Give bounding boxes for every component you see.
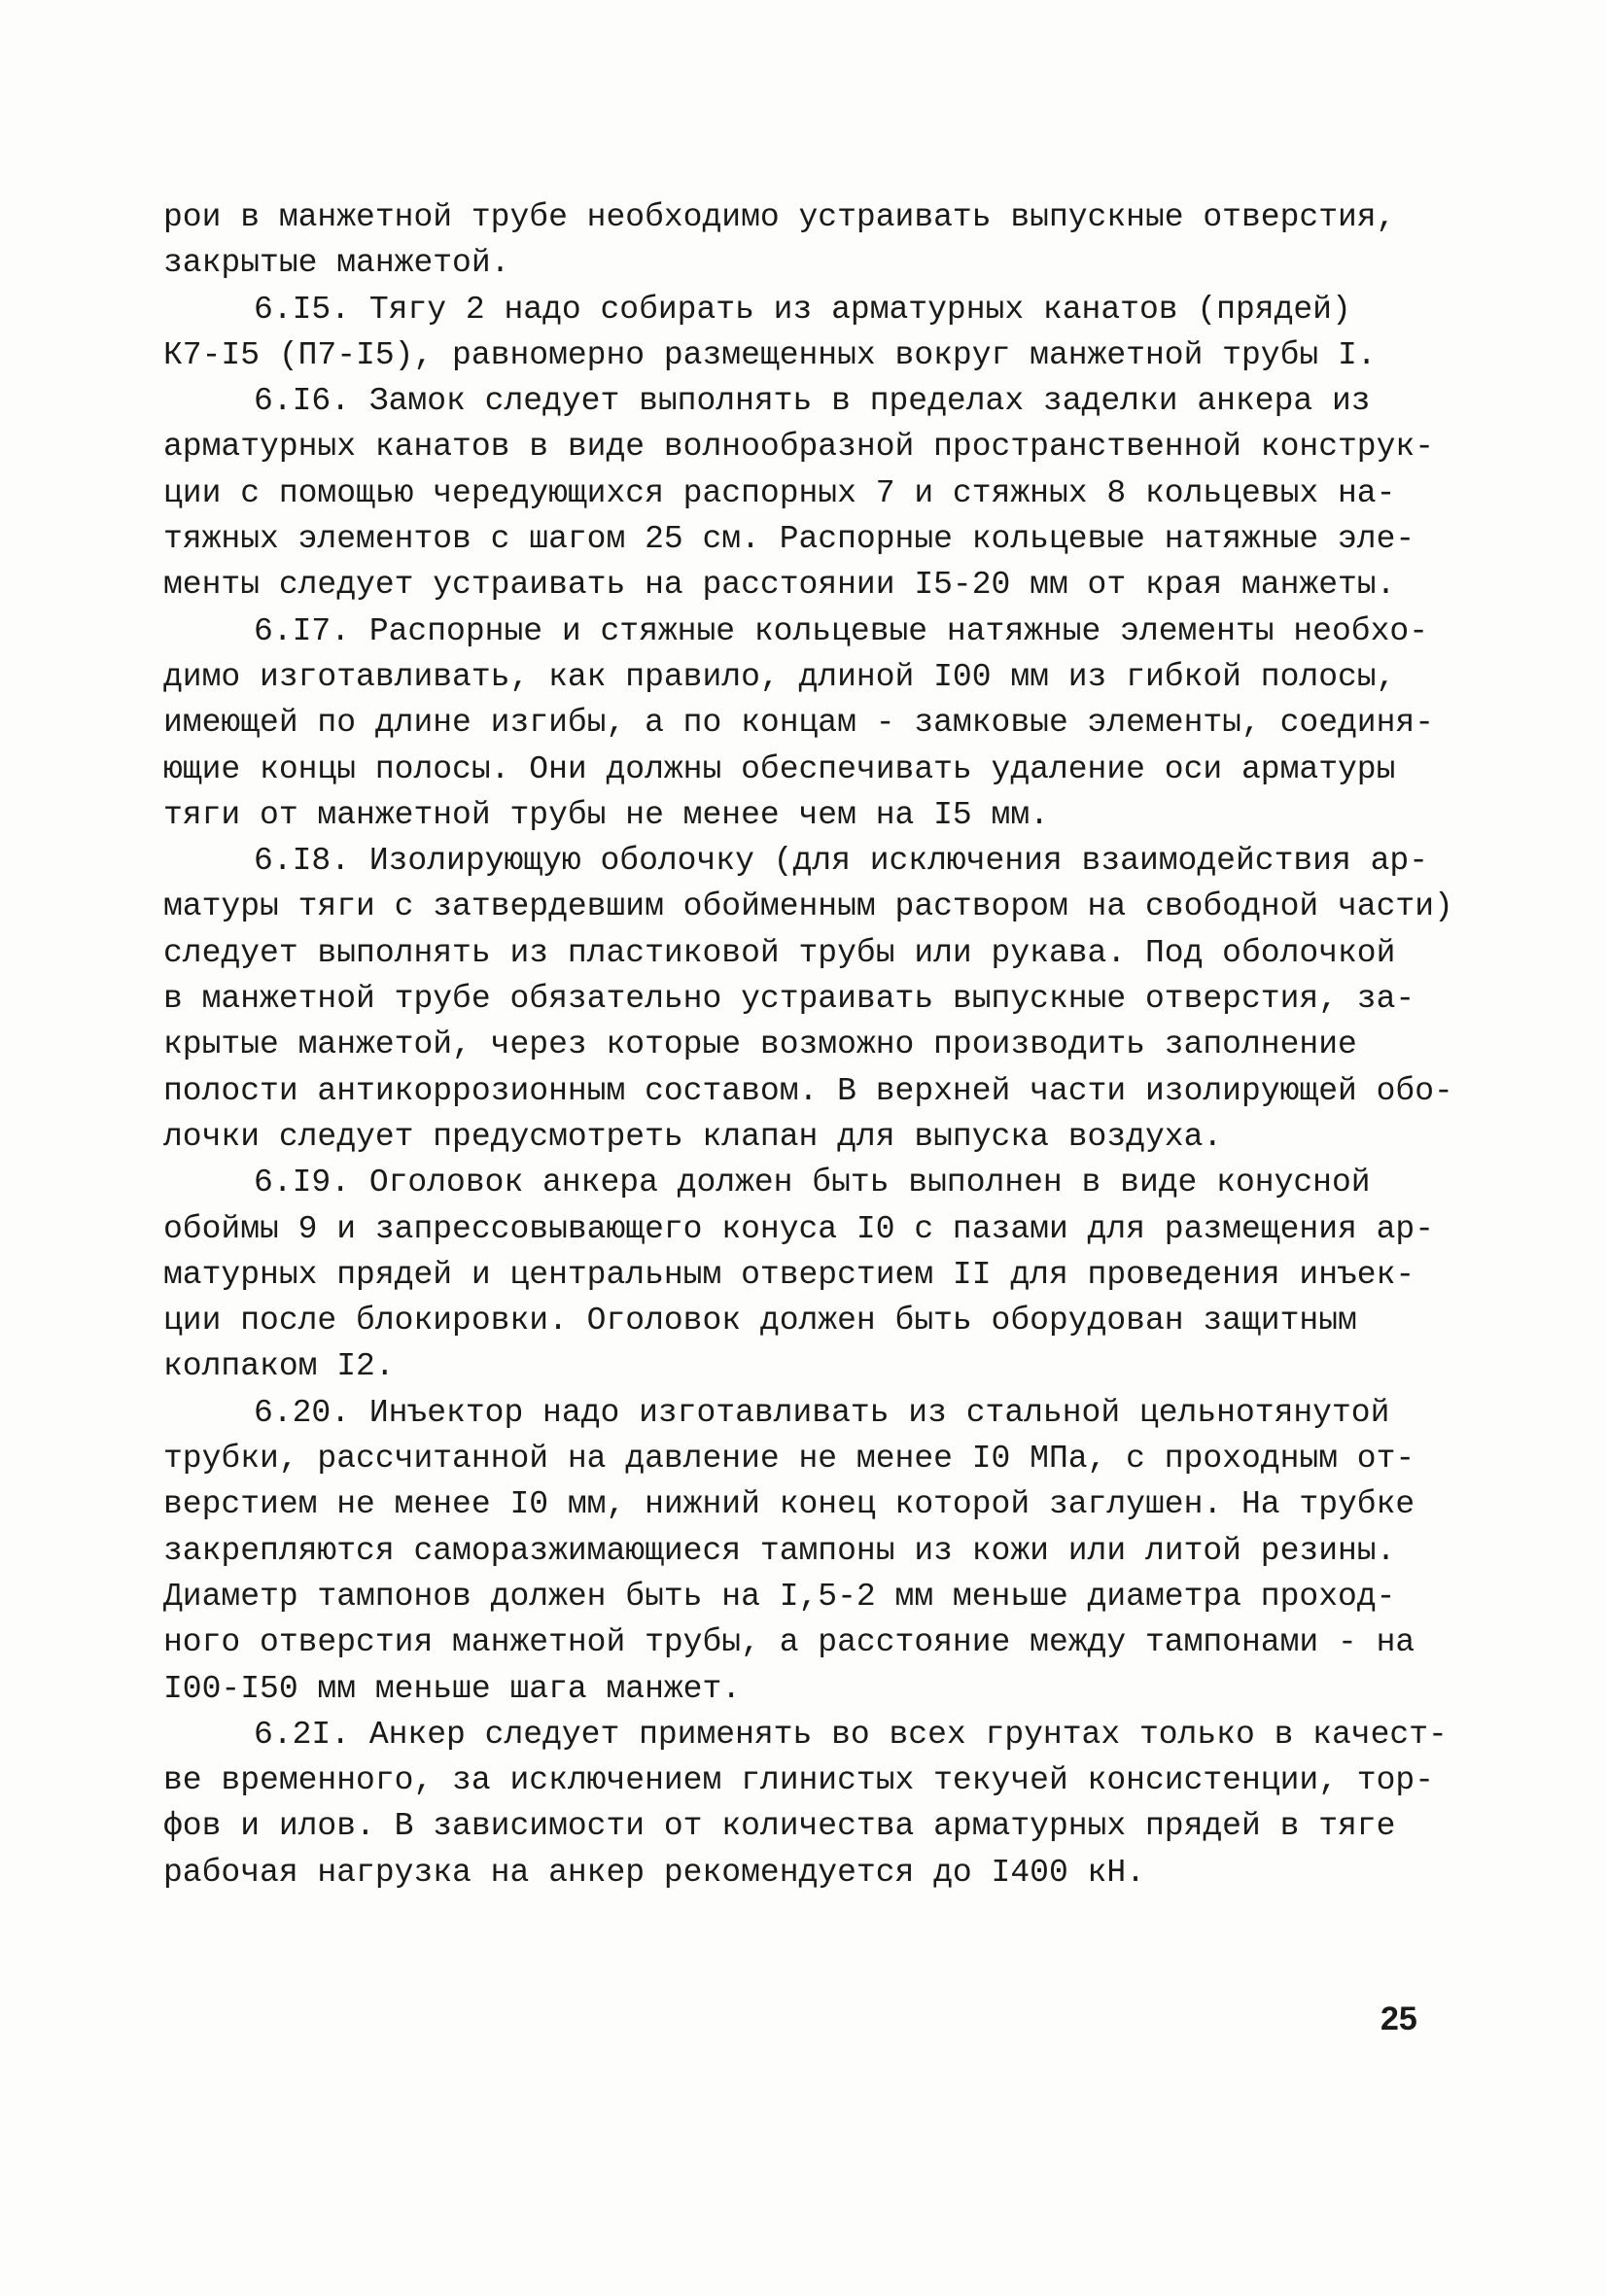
text-line: 6.2I. Анкер следует применять во всех грунтах только в качест- <box>254 1716 1448 1753</box>
text-line: закрытые манжетой. <box>163 245 510 282</box>
text-line: ве временного, за исключением глинистых текучей консистенции, тор- <box>163 1762 1435 1799</box>
text-line: имеющей по длине изгибы, а по концам - замковые элементы, соединя- <box>163 705 1435 742</box>
text-line: трубки, рассчитанной на давление не менее I0 МПа, с проходным от- <box>163 1441 1415 1478</box>
text-line: матуры тяги с затвердевшим обойменным раствором на свободной части) <box>163 888 1453 925</box>
text-line: ции с помощью чередующихся распорных 7 и стяжных 8 кольцевых на- <box>163 474 1396 511</box>
text-line: колпаком I2. <box>163 1348 395 1385</box>
text-line: рои в манжетной трубе необходимо устраивать выпускные отверстия, <box>163 199 1396 235</box>
text-line: 6.I8. Изолирующую оболочку (для исключения взаимодействия ар- <box>254 843 1428 880</box>
text-line: 6.I7. Распорные и стяжные кольцевые натяжные элементы необхо- <box>254 612 1428 649</box>
text-line: рабочая нагрузка на анкер рекомендуется до I400 кН. <box>163 1854 1145 1891</box>
text-line: арматурных канатов в виде волнообразной пространственной конструк- <box>163 429 1435 466</box>
text-line: К7-I5 (П7-I5), равномерно размещенных вокруг манжетной трубы I. <box>163 336 1377 373</box>
page-number: 25 <box>1380 2000 1417 2037</box>
text-line: верстием не менее I0 мм, нижний конец которой заглушен. На трубке <box>163 1486 1415 1523</box>
text-line: менты следует устраивать на расстоянии I5-20 мм от края манжеты. <box>163 567 1396 604</box>
text-line: 6.I6. Замок следует выполнять в пределах заделки анкера из <box>254 383 1371 420</box>
text-line: фов и илов. В зависимости от количества арматурных прядей в тяге <box>163 1808 1396 1845</box>
text-line: ции после блокировки. Оголовок должен быть оборудован защитным <box>163 1303 1357 1339</box>
text-line: I00-I50 мм меньше шага манжет. <box>163 1670 742 1707</box>
text-line: тяги от манжетной трубы не менее чем на I5 мм. <box>163 796 1049 833</box>
text-line: обоймы 9 и запрессовывающего конуса I0 с пазами для размещения ар- <box>163 1210 1435 1247</box>
text-line: в манжетной трубе обязательно устраивать выпускные отверстия, за- <box>163 981 1415 1018</box>
text-line: 6.I5. Тягу 2 надо собирать из арматурных канатов (прядей) <box>254 291 1351 328</box>
text-line: ного отверстия манжетной трубы, а расстояние между тампонами - на <box>163 1624 1415 1661</box>
body-text <box>163 194 1466 1896</box>
text-line: ющие концы полосы. Они должны обеспечивать удаление оси арматуры <box>163 750 1396 787</box>
text-line: следует выполнять из пластиковой трубы или рукава. Под оболочкой <box>163 934 1396 971</box>
text-line: Диаметр тампонов должен быть на I,5-2 мм меньше диаметра проход- <box>163 1578 1396 1615</box>
text-line: 6.I9. Оголовок анкера должен быть выполнен в виде конусной <box>254 1165 1371 1201</box>
text-line: 6.20. Инъектор надо изготавливать из стальной цельнотянутой <box>254 1394 1390 1431</box>
text-line: полости антикоррозионным составом. В верхней части изолирующей обо- <box>163 1072 1453 1109</box>
text-line: закрепляются саморазжимающиеся тампоны из кожи или литой резины. <box>163 1532 1396 1569</box>
text-line: матурных прядей и центральным отверстием II для проведения инъек- <box>163 1256 1415 1293</box>
text-line: лочки следует предусмотреть клапан для выпуска воздуха. <box>163 1118 1223 1155</box>
text-line: тяжных элементов с шагом 25 см. Распорные кольцевые натяжные эле- <box>163 521 1415 558</box>
text-line: димо изготавливать, как правило, длиной I00 мм из гибкой полосы, <box>163 658 1396 695</box>
text-line: крытые манжетой, через которые возможно производить заполнение <box>163 1026 1357 1063</box>
